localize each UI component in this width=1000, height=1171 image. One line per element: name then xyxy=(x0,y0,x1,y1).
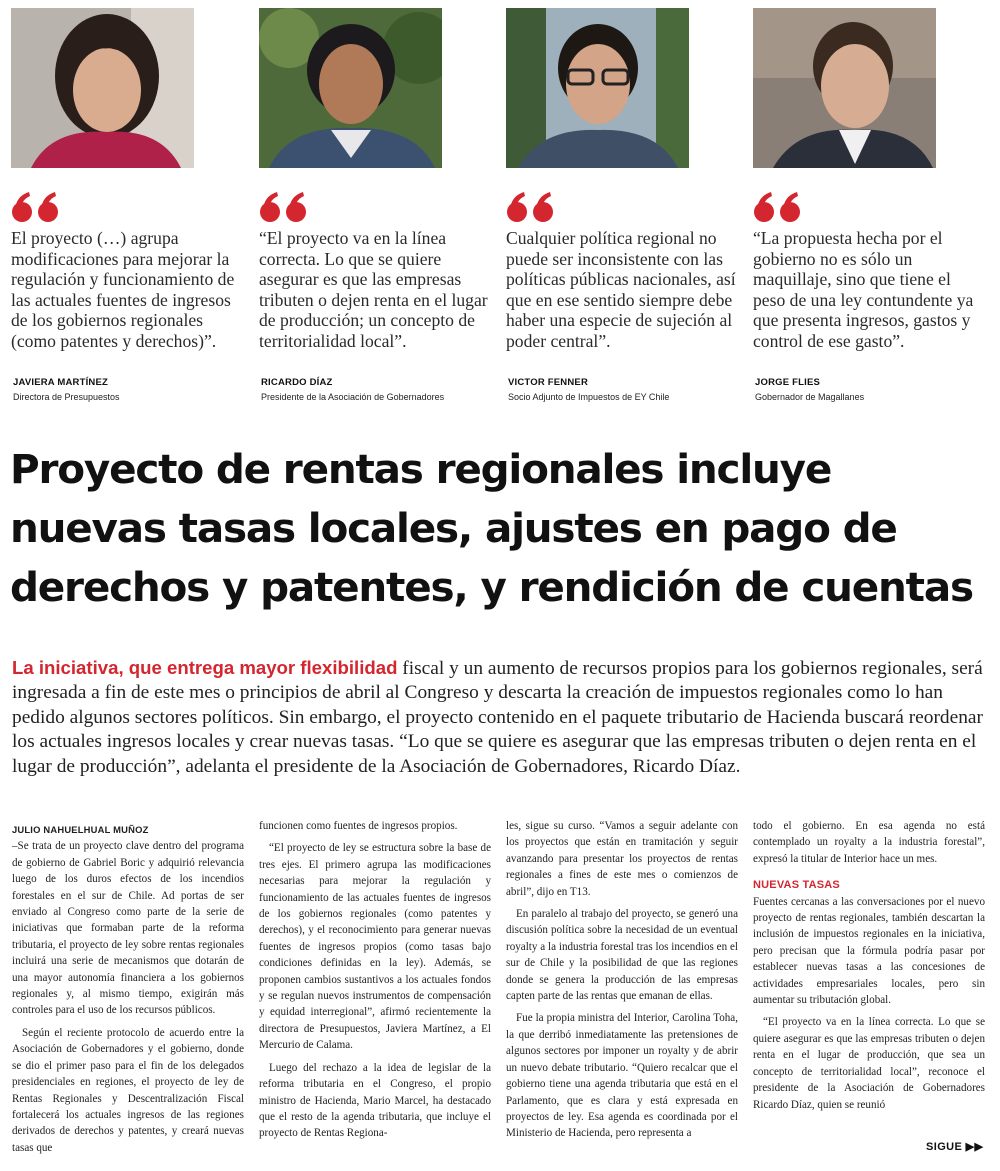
body-paragraph: Luego del rechazo a la idea de legislar de la reforma tributaria en el Congreso, el propio ministro de Hacienda, Mario Marcel, ha destacado que el resto de la agenda tributaria, que incluye el proyecto de Rentas Regiona- xyxy=(259,1061,491,1140)
quote-block-1 xyxy=(11,8,243,352)
quote-author-name: JAVIERA MARTÍNEZ xyxy=(13,377,109,388)
quote-author-role: Presidente de la Asociación de Gobernadores xyxy=(261,392,445,402)
quote-author-role: Socio Adjunto de Impuestos de EY Chile xyxy=(508,392,670,402)
quote-text: “La propuesta hecha por el gobierno no es sólo un maquillaje, sino que tiene el peso de una ley contundente ya que presenta ingresos, gastos y control de ese gasto”. xyxy=(753,228,974,351)
portrait-photo xyxy=(259,8,442,168)
lead-highlight: La iniciativa, que entrega mayor flexibilidad xyxy=(12,657,398,678)
author-byline: JULIO NAHUELHUAL MUÑOZ xyxy=(12,824,149,835)
portrait-photo xyxy=(753,8,936,168)
body-paragraph: En paralelo al trabajo del proyecto, se generó una discusión política sobre la necesidad de un eventual royalty a la industria forestal tras los incendios en el sur de Chile y la posibilidad de que las regiones donde se genera la producción de las empresas capten parte de las rentas que emanan de ellas. xyxy=(506,908,738,1003)
body-paragraph: Fue la propia ministra del Interior, Carolina Toha, la que derribó inmediatamente las pretensiones de algunos sectores por imponer un royalty y de abrir un nuevo debate tributario. “Quiero recalcar que el gobierno tiene una agenda tributaria que está en el Parlamento, que es clara y está expresada en proyectos de ley. Esa agenda es coordinada por el Ministerio de Hacienda, pero representa a xyxy=(506,1012,738,1140)
quote-block-4 xyxy=(753,8,985,352)
article-lead xyxy=(12,656,990,779)
quote-author-name: RICARDO DÍAZ xyxy=(261,377,333,388)
quote-block-3 xyxy=(506,8,738,352)
quote-mark-icon xyxy=(11,190,243,226)
body-column-4 xyxy=(753,818,985,1140)
quote-author-role: Directora de Presupuestos xyxy=(13,392,120,402)
quote-mark-icon xyxy=(506,190,738,226)
body-paragraph: Según el reciente protocolo de acuerdo entre la Asociación de Gobernadores y el gobierno, donde se dio el primer paso para el fin de los delegados presidenciales en regiones, el proyecto de ley de Rentas Regionales y Descentralización Fiscal fortalecerá los actuales ingresos de las regiones derivados de derechos y patentes, y creará nuevas tasas que xyxy=(12,1026,244,1154)
quote-author-role: Gobernador de Magallanes xyxy=(755,392,865,402)
article-headline: Proyecto de rentas regionales incluye nuevas tasas locales, ajustes en pago de derechos y patentes, y rendición de cuentas xyxy=(10,445,973,611)
body-paragraph: Fuentes cercanas a las conversaciones por el nuevo proyecto de rentas regionales, también descartan la inclusión de impuestos regionales en la iniciativa, pero precisan que la fórmula podría pasar por establecer nuevas tasas a las concesiones de actividades empresariales locales, pero sin aumentar su tributación global. xyxy=(753,895,985,1007)
body-paragraph: les, sigue su curso. “Vamos a seguir adelante con los proyectos que están en tramitación y seguir avanzando para presentar los proyectos de rentas regionales a fines de este mes o comienzos de abril”, dijo en T13. xyxy=(506,820,738,898)
quote-mark-icon xyxy=(259,190,491,226)
quote-text: El proyecto (…) agrupa modificaciones para mejorar la regulación y funcionamiento de las actuales fuentes de ingresos de los gobiernos regionales (como patentes y derechos)”. xyxy=(11,228,235,351)
portrait-photo xyxy=(506,8,689,168)
quote-text: Cualquier política regional no puede ser inconsistente con las políticas públicas nacionales, así que en ese sentido siempre debe haber una especie de sujeción al poder central”. xyxy=(506,228,736,351)
quote-author-name: JORGE FLIES xyxy=(755,377,821,388)
body-paragraph: todo el gobierno. En esa agenda no está contemplado un royalty a la industria forestal”, expresó la titular de Interior hace un mes. xyxy=(753,820,985,865)
quote-author-name: VICTOR FENNER xyxy=(508,377,589,388)
continue-marker: SIGUE ▶▶ xyxy=(926,1141,984,1153)
quote-mark-icon xyxy=(753,190,985,226)
body-column-3 xyxy=(506,818,738,1160)
body-column-2 xyxy=(259,818,491,1160)
body-column-1 xyxy=(12,818,244,1160)
quote-text: “El proyecto va en la línea correcta. Lo que se quiere asegurar es que las empresas tributen o dejen renta en el lugar de producción; un concepto de territorialidad local”. xyxy=(259,228,488,351)
body-paragraph: “El proyecto va en la línea correcta. Lo que se quiere asegurar es que las empresas tributen o dejen renta en el lugar de producción, que sea un concepto de territorialidad local”, reconoce el presidente de la Asociación de Gobernadores Ricardo Díaz, quien se reunió xyxy=(753,1016,985,1111)
section-subhead: NUEVAS TASAS xyxy=(753,879,840,892)
body-paragraph: funcionen como fuentes de ingresos propios. xyxy=(259,820,458,832)
portrait-photo xyxy=(11,8,194,168)
body-paragraph: “El proyecto de ley se estructura sobre la base de tres ejes. El primero agrupa las modificaciones necesarias para mejorar la regulación y funcionamiento de las actuales fuentes de ingresos de los gobiernos regionales (como patentes y derechos), y el reconocimiento para generar nuevas fuentes de ingresos propios (como tasas bajo condiciones definidas en la ley). Además, se proponen cambios sustantivos a los actuales fondos y se regulan nuevos instrumentos de compensación y equidad interregional”, afirmó recientemente la directora de Presupuestos, Javiera Martínez, a El Mercurio de Calama. xyxy=(259,842,491,1052)
body-paragraph: –Se trata de un proyecto clave dentro del programa de gobierno de Gabriel Boric y adquirió relevancia luego de los duros efectos de los incendios forestales en el sur de Chile. Ad portas de ser enviado al Congreso como parte de la serie de iniciativas que formaban parte de la reforma tributaria, el proyecto de ley sobre rentas regionales incluirá una serie de mecanismos que dotarán de una mayor autonomía financiera a los gobiernos regionales y, al mismo tiempo, exigirán más controles para el uso de los recursos públicos. xyxy=(12,840,244,1017)
lead-text: fiscal y un aumento de recursos propios para los gobiernos regionales, será ingresada a fin de este mes o principios de abril al Congreso y descarta la creación de impuestos regionales como lo han pedido algunos sectores políticos. Sin embargo, el proyecto contenido en el paquete tributario de Hacienda buscará reordenar los actuales ingresos locales y crear nuevas tasas. “Lo que se quiere es asegurar que las empresas tributen o dejen renta en el lugar de producción”, adelanta el presidente de la Asociación de Gobernadores, Ricardo Díaz. xyxy=(12,658,983,777)
quote-block-2 xyxy=(259,8,491,352)
